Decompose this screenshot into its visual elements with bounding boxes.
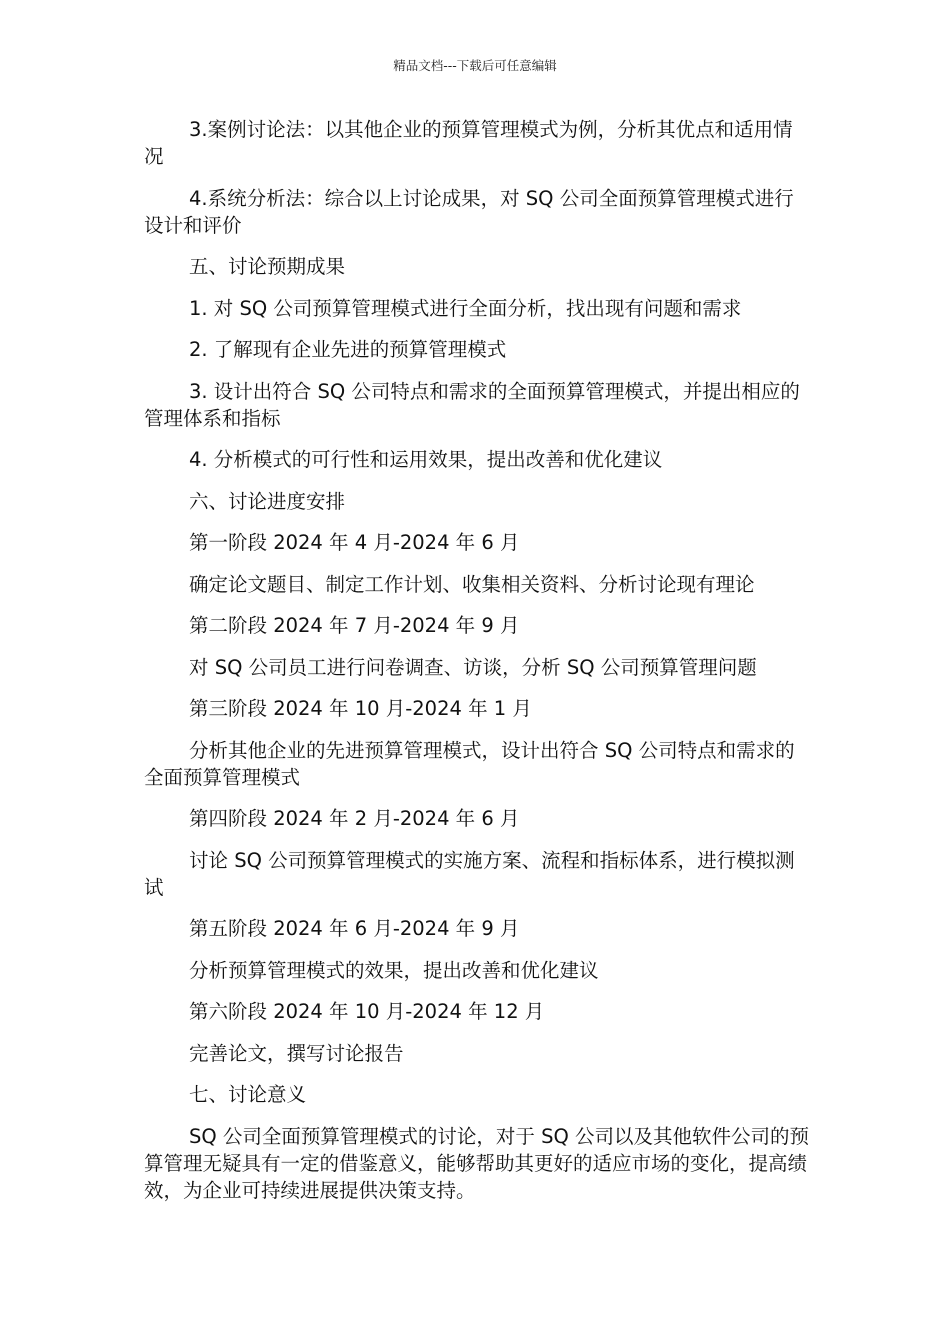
paragraph-result-4: 4. 分析模式的可行性和运用效果，提出改善和优化建议: [189, 448, 663, 471]
document-body: [144, 116, 810, 1218]
section-heading-schedule: 六、讨论进度安排: [189, 489, 346, 513]
schedule-stage-5-desc: 分析预算管理模式的效果，提出改善和优化建议: [189, 958, 599, 982]
section-heading-significance: 七、讨论意义: [189, 1083, 307, 1106]
schedule-stage-2-title: 第二阶段 2024 年 7 月-2024 年 9 月: [189, 614, 520, 637]
schedule-stage-1-title: 第一阶段 2024 年 4 月-2024 年 6 月: [189, 531, 520, 554]
paragraph-method-system: 4.系统分析法：综合以上讨论成果，对 SQ 公司全面预算管理模式进行设计和评价: [144, 186, 794, 237]
schedule-stage-3-desc: 分析其他企业的先进预算管理模式，设计出符合 SQ 公司特点和需求的全面预算管理模式: [144, 738, 795, 789]
paragraph-result-2: 2. 了解现有企业先进的预算管理模式: [189, 338, 507, 361]
schedule-stage-4-title: 第四阶段 2024 年 2 月-2024 年 6 月: [189, 807, 520, 830]
schedule-stage-5-title: 第五阶段 2024 年 6 月-2024 年 9 月: [189, 917, 520, 940]
schedule-stage-3-title: 第三阶段 2024 年 10 月-2024 年 1 月: [189, 697, 532, 720]
schedule-stage-6-title: 第六阶段 2024 年 10 月-2024 年 12 月: [189, 1000, 545, 1023]
schedule-stage-2-desc: 对 SQ 公司员工进行问卷调查、访谈，分析 SQ 公司预算管理问题: [189, 655, 757, 679]
page-header: 精品文档---下载后可任意编辑: [393, 58, 557, 73]
paragraph-significance: SQ 公司全面预算管理模式的讨论，对于 SQ 公司以及其他软件公司的预算管理无疑具有一定的借鉴意义，能够帮助其更好的适应市场的变化，提高绩效，为企业可持续进展提供决策支持。: [144, 1124, 810, 1202]
schedule-stage-4-desc: 讨论 SQ 公司预算管理模式的实施方案、流程和指标体系，进行模拟测试: [144, 848, 795, 899]
schedule-stage-1-desc: 确定论文题目、制定工作计划、收集相关资料、分析讨论现有理论: [189, 572, 755, 596]
schedule-stage-6-desc: 完善论文，撰写讨论报告: [189, 1041, 404, 1065]
paragraph-method-case: 3.案例讨论法：以其他企业的预算管理模式为例，分析其优点和适用情况: [144, 118, 793, 168]
paragraph-result-3: 3. 设计出符合 SQ 公司特点和需求的全面预算管理模式，并提出相应的管理体系和指标: [144, 379, 800, 430]
paragraph-result-1: 1. 对 SQ 公司预算管理模式进行全面分析，找出现有问题和需求: [189, 296, 742, 320]
section-heading-expected-results: 五、讨论预期成果: [189, 255, 346, 278]
